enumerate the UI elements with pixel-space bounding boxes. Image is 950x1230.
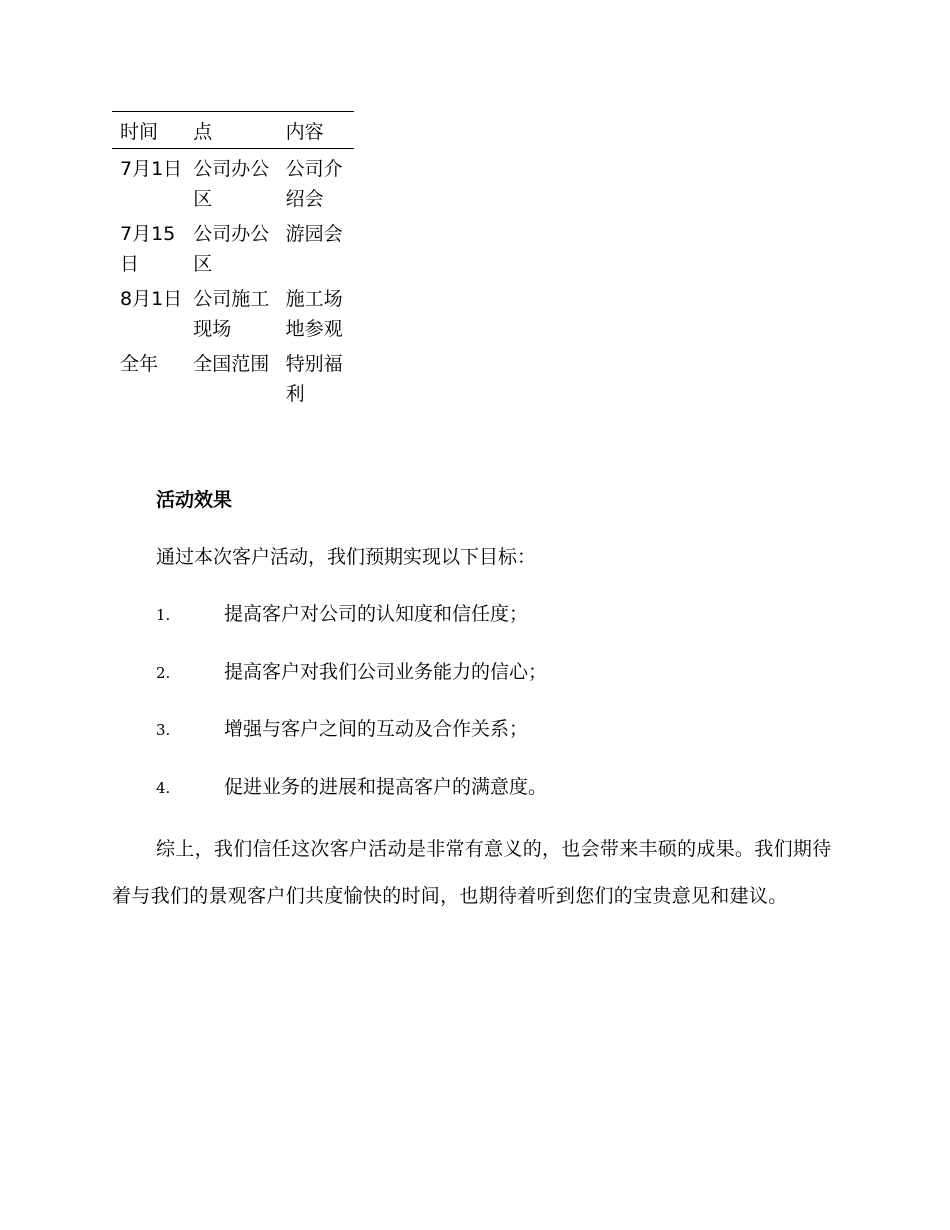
list-item-number: 4. xyxy=(156,778,171,797)
column-header-place: 点 xyxy=(193,121,213,143)
list-item xyxy=(156,658,547,716)
table-cell-time: 8月1日 xyxy=(120,288,183,310)
table-cell-place: 公司施工现场 xyxy=(193,288,270,340)
table-cell-content: 施工场地参观 xyxy=(285,288,343,340)
goals-list xyxy=(156,600,547,830)
table-cell-content: 游园会 xyxy=(285,223,343,245)
section-heading: 活动效果 xyxy=(156,489,233,511)
table-header-row xyxy=(112,112,354,149)
table-row xyxy=(112,214,354,279)
table-cell-time: 全年 xyxy=(120,353,159,375)
column-header-content: 内容 xyxy=(285,121,324,143)
table-cell-time: 7月15日 xyxy=(120,223,176,275)
list-item xyxy=(156,715,547,773)
table-cell-place: 公司办公区 xyxy=(193,223,270,275)
list-item-text: 增强与客户之间的互动及合作关系； xyxy=(224,718,529,740)
list-item xyxy=(156,773,547,831)
table-cell-place: 全国范围 xyxy=(193,353,270,375)
list-item-text: 提高客户对我们公司业务能力的信心； xyxy=(224,660,548,683)
table-cell-content: 公司介绍会 xyxy=(285,158,343,210)
table-row xyxy=(112,279,354,344)
list-item-number: 1. xyxy=(156,606,171,624)
list-item-number: 2. xyxy=(156,663,171,682)
table-row xyxy=(112,344,354,409)
list-item-number: 3. xyxy=(156,721,171,739)
table-row xyxy=(112,149,354,215)
list-item-text: 促进业务的进展和提高客户的满意度。 xyxy=(224,775,548,798)
schedule-table xyxy=(112,111,354,409)
list-item xyxy=(156,600,547,658)
list-item-text: 提高客户对公司的认知度和信任度； xyxy=(224,603,529,625)
intro-paragraph: 通过本次客户活动，我们预期实现以下目标： xyxy=(156,546,537,568)
conclusion-paragraph: 综上，我们信任这次客户活动是非常有意义的，也会带来丰硕的成果。我们期待着与我们的景观客户们共度愉快的时间，也期待着听到您们的宝贵意见和建议。 xyxy=(112,838,832,907)
table-cell-place: 公司办公区 xyxy=(193,158,270,210)
table-cell-time: 7月1日 xyxy=(120,158,183,180)
table-cell-content: 特别福利 xyxy=(285,353,343,405)
column-header-time: 时间 xyxy=(120,121,159,143)
